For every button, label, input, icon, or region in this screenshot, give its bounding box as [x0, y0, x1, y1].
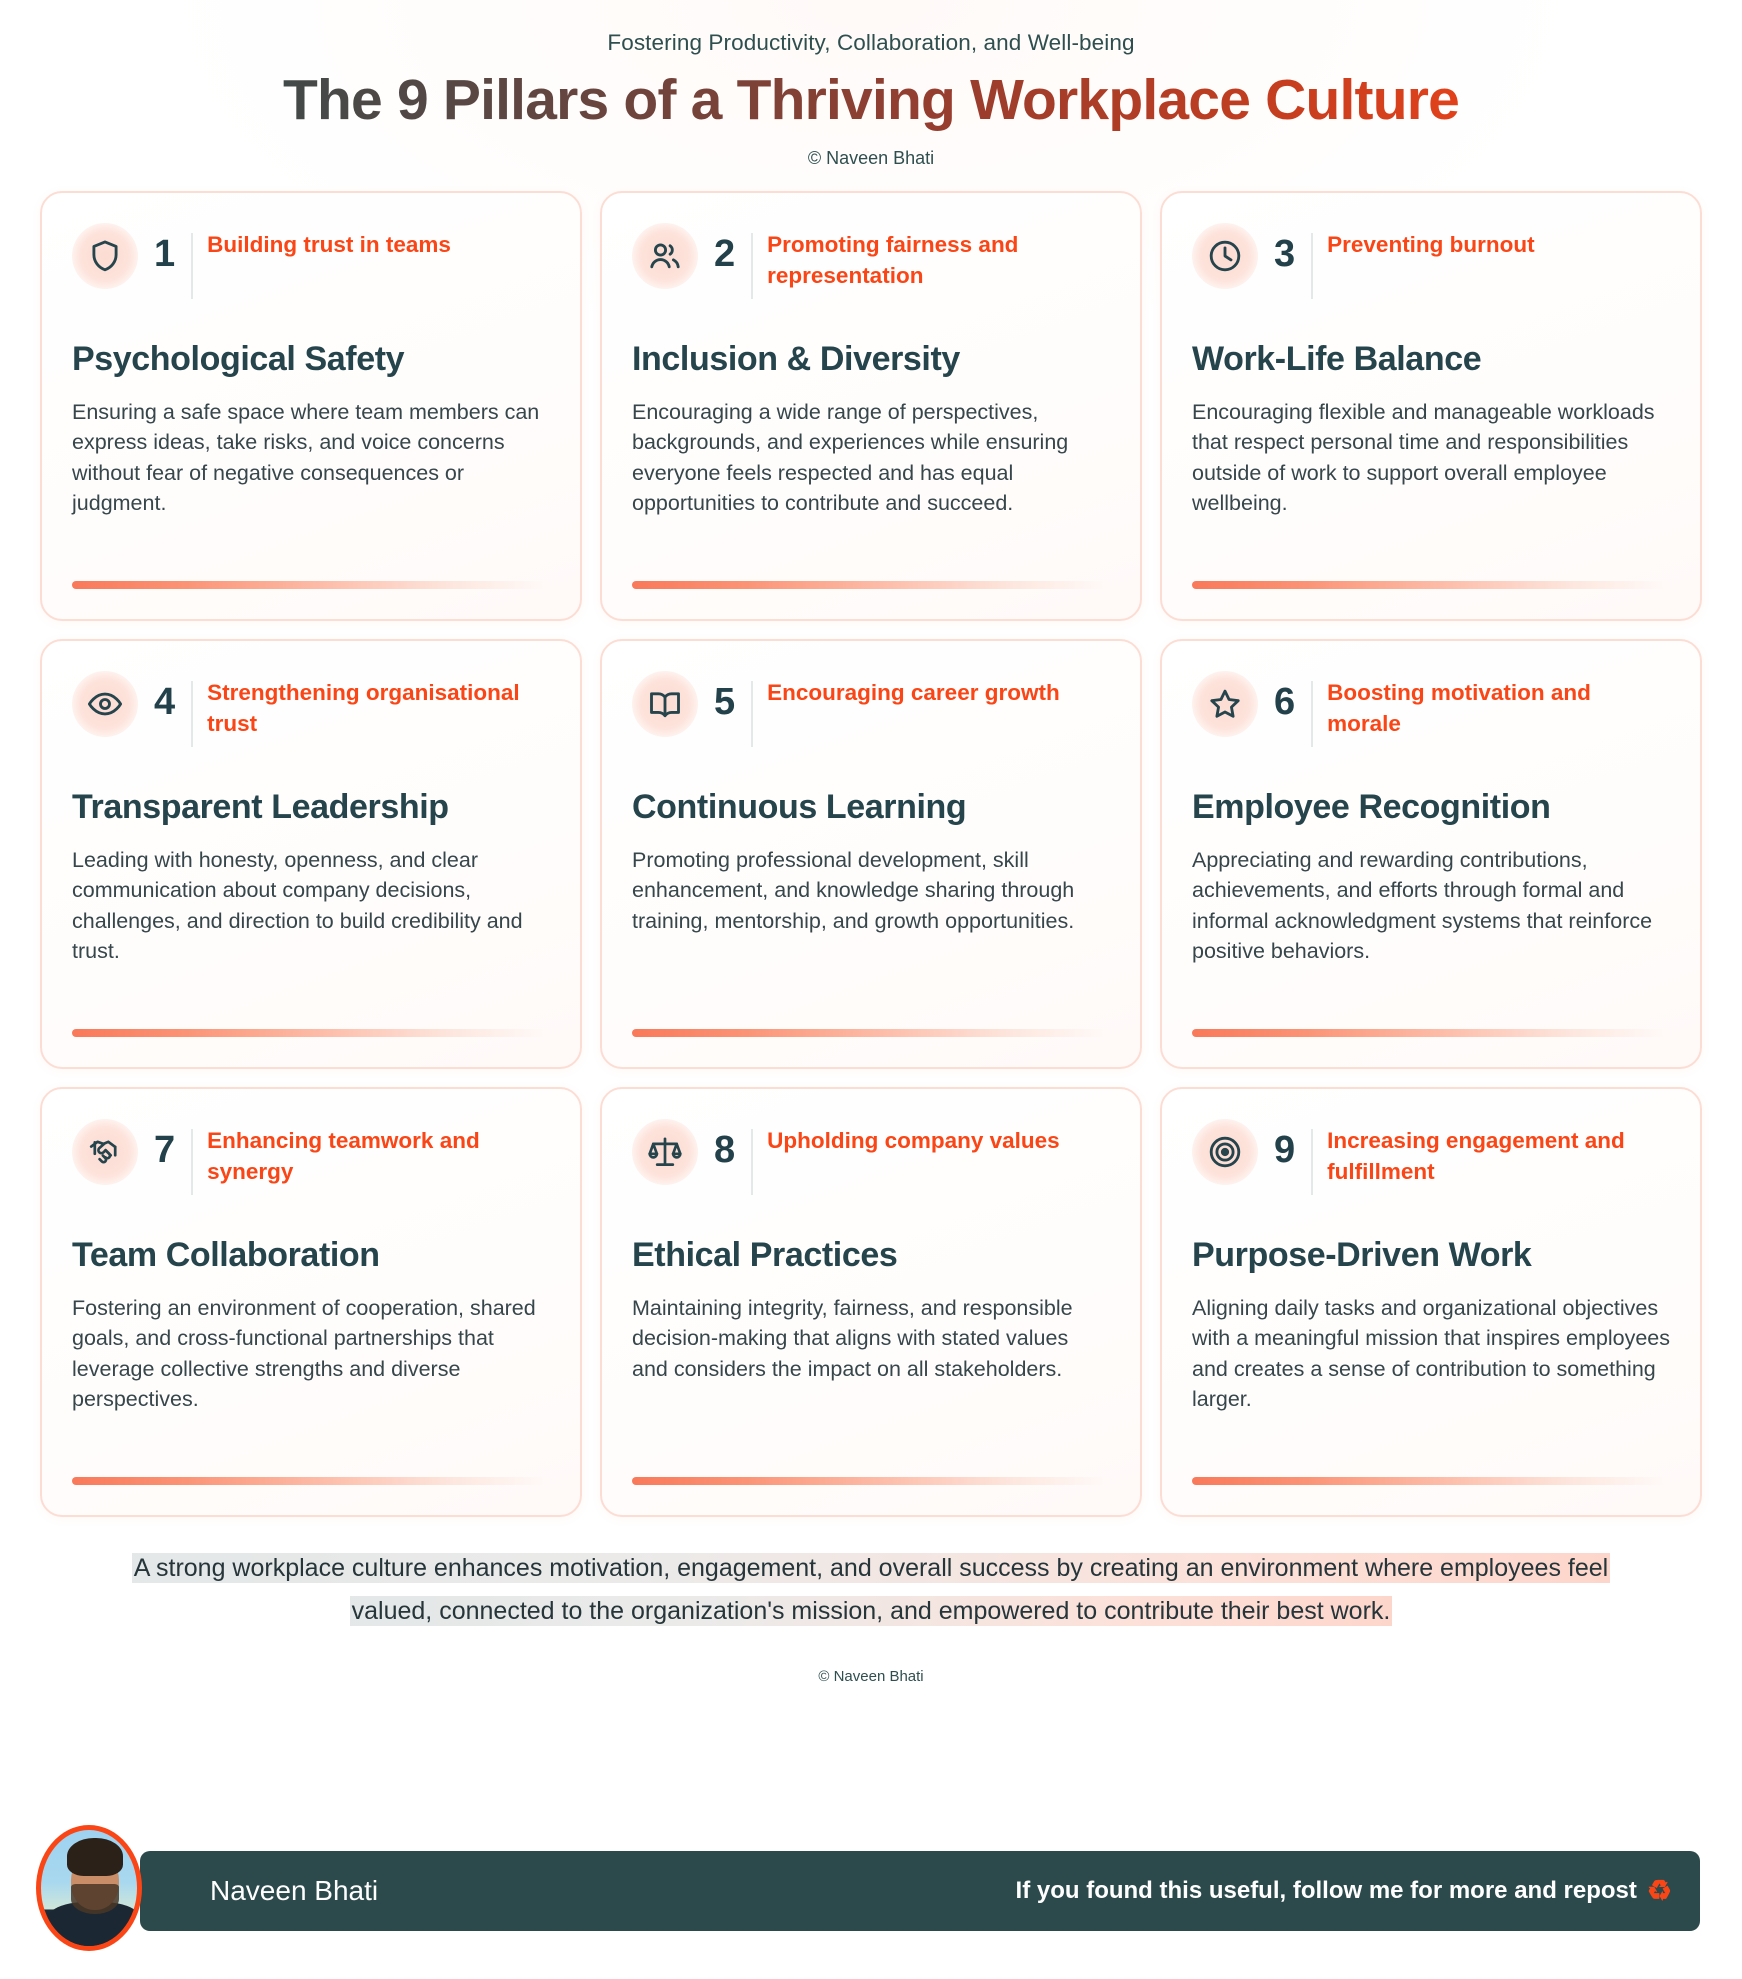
card-number: 3	[1274, 232, 1296, 275]
card-description: Promoting professional development, skill enhancement, and knowledge sharing through training, mentorship, and growth opportunities.	[632, 847, 1075, 933]
card-number: 4	[154, 680, 176, 723]
card-subtitle: Promoting fairness and representation	[767, 231, 1019, 288]
footer-cta-label: If you found this useful, follow me for more and repost	[1015, 1877, 1637, 1904]
card-title: Work-Life Balance	[1192, 339, 1482, 378]
card-accent-bar	[1192, 1029, 1670, 1037]
card-subtitle: Encouraging career growth	[767, 679, 1060, 705]
pillar-card[interactable]	[1160, 639, 1702, 1069]
card-number: 5	[714, 680, 736, 723]
card-description: Maintaining integrity, fairness, and responsible decision-making that aligns with stated values and considers the impact on all stakeholders.	[632, 1295, 1073, 1381]
card-header	[72, 675, 550, 761]
card-header	[72, 227, 550, 313]
number-divider	[1311, 233, 1313, 299]
conclusion-section	[131, 1547, 1611, 1635]
card-subtitle: Strengthening organisational trust	[207, 679, 520, 736]
scales-icon	[632, 1119, 698, 1185]
avatar	[36, 1825, 142, 1951]
conclusion-text: A strong workplace culture enhances motivation, engagement, and overall success by creating an environment where employees feel valued, connected to the organization's mission, and empowered to contribute their best work.	[133, 1553, 1609, 1626]
card-description: Encouraging flexible and manageable workloads that respect personal time and responsibilities outside of work to support overall employee wellbeing.	[1192, 399, 1655, 516]
page-title: The 9 Pillars of a Thriving Workplace Culture	[0, 68, 1742, 134]
header-byline: © Naveen Bhati	[807, 147, 935, 168]
card-title: Purpose-Driven Work	[1192, 1235, 1532, 1274]
card-title: Inclusion & Diversity	[632, 339, 960, 378]
card-number: 7	[154, 1128, 176, 1171]
card-description: Ensuring a safe space where team members can express ideas, take risks, and voice concerns without fear of negative consequences or judgment.	[72, 399, 540, 516]
header-eyebrow: Fostering Productivity, Collaboration, and Well-being	[607, 30, 1135, 55]
pillar-card[interactable]	[40, 639, 582, 1069]
avatar-hair	[67, 1838, 123, 1876]
card-accent-bar	[1192, 1477, 1670, 1485]
card-title: Employee Recognition	[1192, 787, 1551, 826]
footer	[0, 1829, 1742, 1979]
footer-cta[interactable]	[1016, 1877, 1672, 1905]
card-accent-bar	[72, 581, 550, 589]
card-subtitle: Building trust in teams	[207, 231, 451, 257]
pillar-card[interactable]	[40, 1087, 582, 1517]
card-title: Team Collaboration	[72, 1235, 380, 1274]
card-number: 6	[1274, 680, 1296, 723]
card-number: 8	[714, 1128, 736, 1171]
card-header	[1192, 227, 1670, 313]
number-divider	[751, 1129, 753, 1195]
footer-author-name: Naveen Bhati	[210, 1875, 379, 1906]
copyright-note: © Naveen Bhati	[818, 1668, 924, 1686]
card-description: Appreciating and rewarding contributions, achievements, and efforts through formal and informal acknowledgment systems that reinforce positive behaviors.	[1192, 847, 1653, 964]
card-accent-bar	[1192, 581, 1670, 589]
handshake-icon	[72, 1119, 138, 1185]
repost-icon[interactable]: ♻	[1646, 1875, 1672, 1906]
card-description: Fostering an environment of cooperation, shared goals, and cross-functional partnerships that leverage collective strengths and diverse perspectives.	[72, 1295, 536, 1412]
number-divider	[191, 233, 193, 299]
card-accent-bar	[72, 1477, 550, 1485]
card-number: 1	[154, 232, 176, 275]
card-title: Continuous Learning	[632, 787, 967, 826]
pillars-grid	[20, 191, 1722, 1517]
clock-icon	[1192, 223, 1258, 289]
pillar-card[interactable]	[1160, 191, 1702, 621]
card-header	[632, 675, 1110, 761]
number-divider	[191, 1129, 193, 1195]
card-number: 9	[1274, 1128, 1296, 1171]
pillar-card[interactable]	[40, 191, 582, 621]
avatar-beard	[71, 1884, 119, 1914]
book-icon	[632, 671, 698, 737]
card-description: Encouraging a wide range of perspectives, backgrounds, and experiences while ensuring everyone feels respected and has equal opportunities to contribute and succeed.	[632, 399, 1069, 516]
card-title: Ethical Practices	[632, 1235, 898, 1274]
card-header	[632, 1123, 1110, 1209]
card-header	[72, 1123, 550, 1209]
footer-bar	[140, 1851, 1700, 1931]
number-divider	[751, 681, 753, 747]
card-header	[1192, 1123, 1670, 1209]
pillar-card[interactable]	[600, 639, 1142, 1069]
card-description: Aligning daily tasks and organizational objectives with a meaningful mission that inspires employees and creates a sense of contribution to something larger.	[1192, 1295, 1671, 1412]
pillar-card[interactable]	[600, 1087, 1142, 1517]
target-icon	[1192, 1119, 1258, 1185]
card-subtitle: Increasing engagement and fulfillment	[1327, 1127, 1625, 1184]
card-subtitle: Preventing burnout	[1327, 231, 1535, 257]
card-title: Transparent Leadership	[72, 787, 449, 826]
card-header	[632, 227, 1110, 313]
pillar-card[interactable]	[600, 191, 1142, 621]
card-accent-bar	[632, 1477, 1110, 1485]
number-divider	[751, 233, 753, 299]
number-divider	[1311, 1129, 1313, 1195]
card-number: 2	[714, 232, 736, 275]
number-divider	[1311, 681, 1313, 747]
card-subtitle: Enhancing teamwork and synergy	[207, 1127, 480, 1184]
card-header	[1192, 675, 1670, 761]
users-icon	[632, 223, 698, 289]
card-accent-bar	[72, 1029, 550, 1037]
number-divider	[191, 681, 193, 747]
shield-icon	[72, 223, 138, 289]
card-title: Psychological Safety	[72, 339, 405, 378]
card-accent-bar	[632, 1029, 1110, 1037]
eye-icon	[72, 671, 138, 737]
header	[0, 0, 1742, 169]
card-accent-bar	[632, 581, 1110, 589]
card-subtitle: Upholding company values	[767, 1127, 1060, 1153]
star-icon	[1192, 671, 1258, 737]
card-description: Leading with honesty, openness, and clear communication about company decisions, challenges, and direction to build credibility and trust.	[72, 847, 523, 964]
pillar-card[interactable]	[1160, 1087, 1702, 1517]
card-subtitle: Boosting motivation and morale	[1327, 679, 1591, 736]
